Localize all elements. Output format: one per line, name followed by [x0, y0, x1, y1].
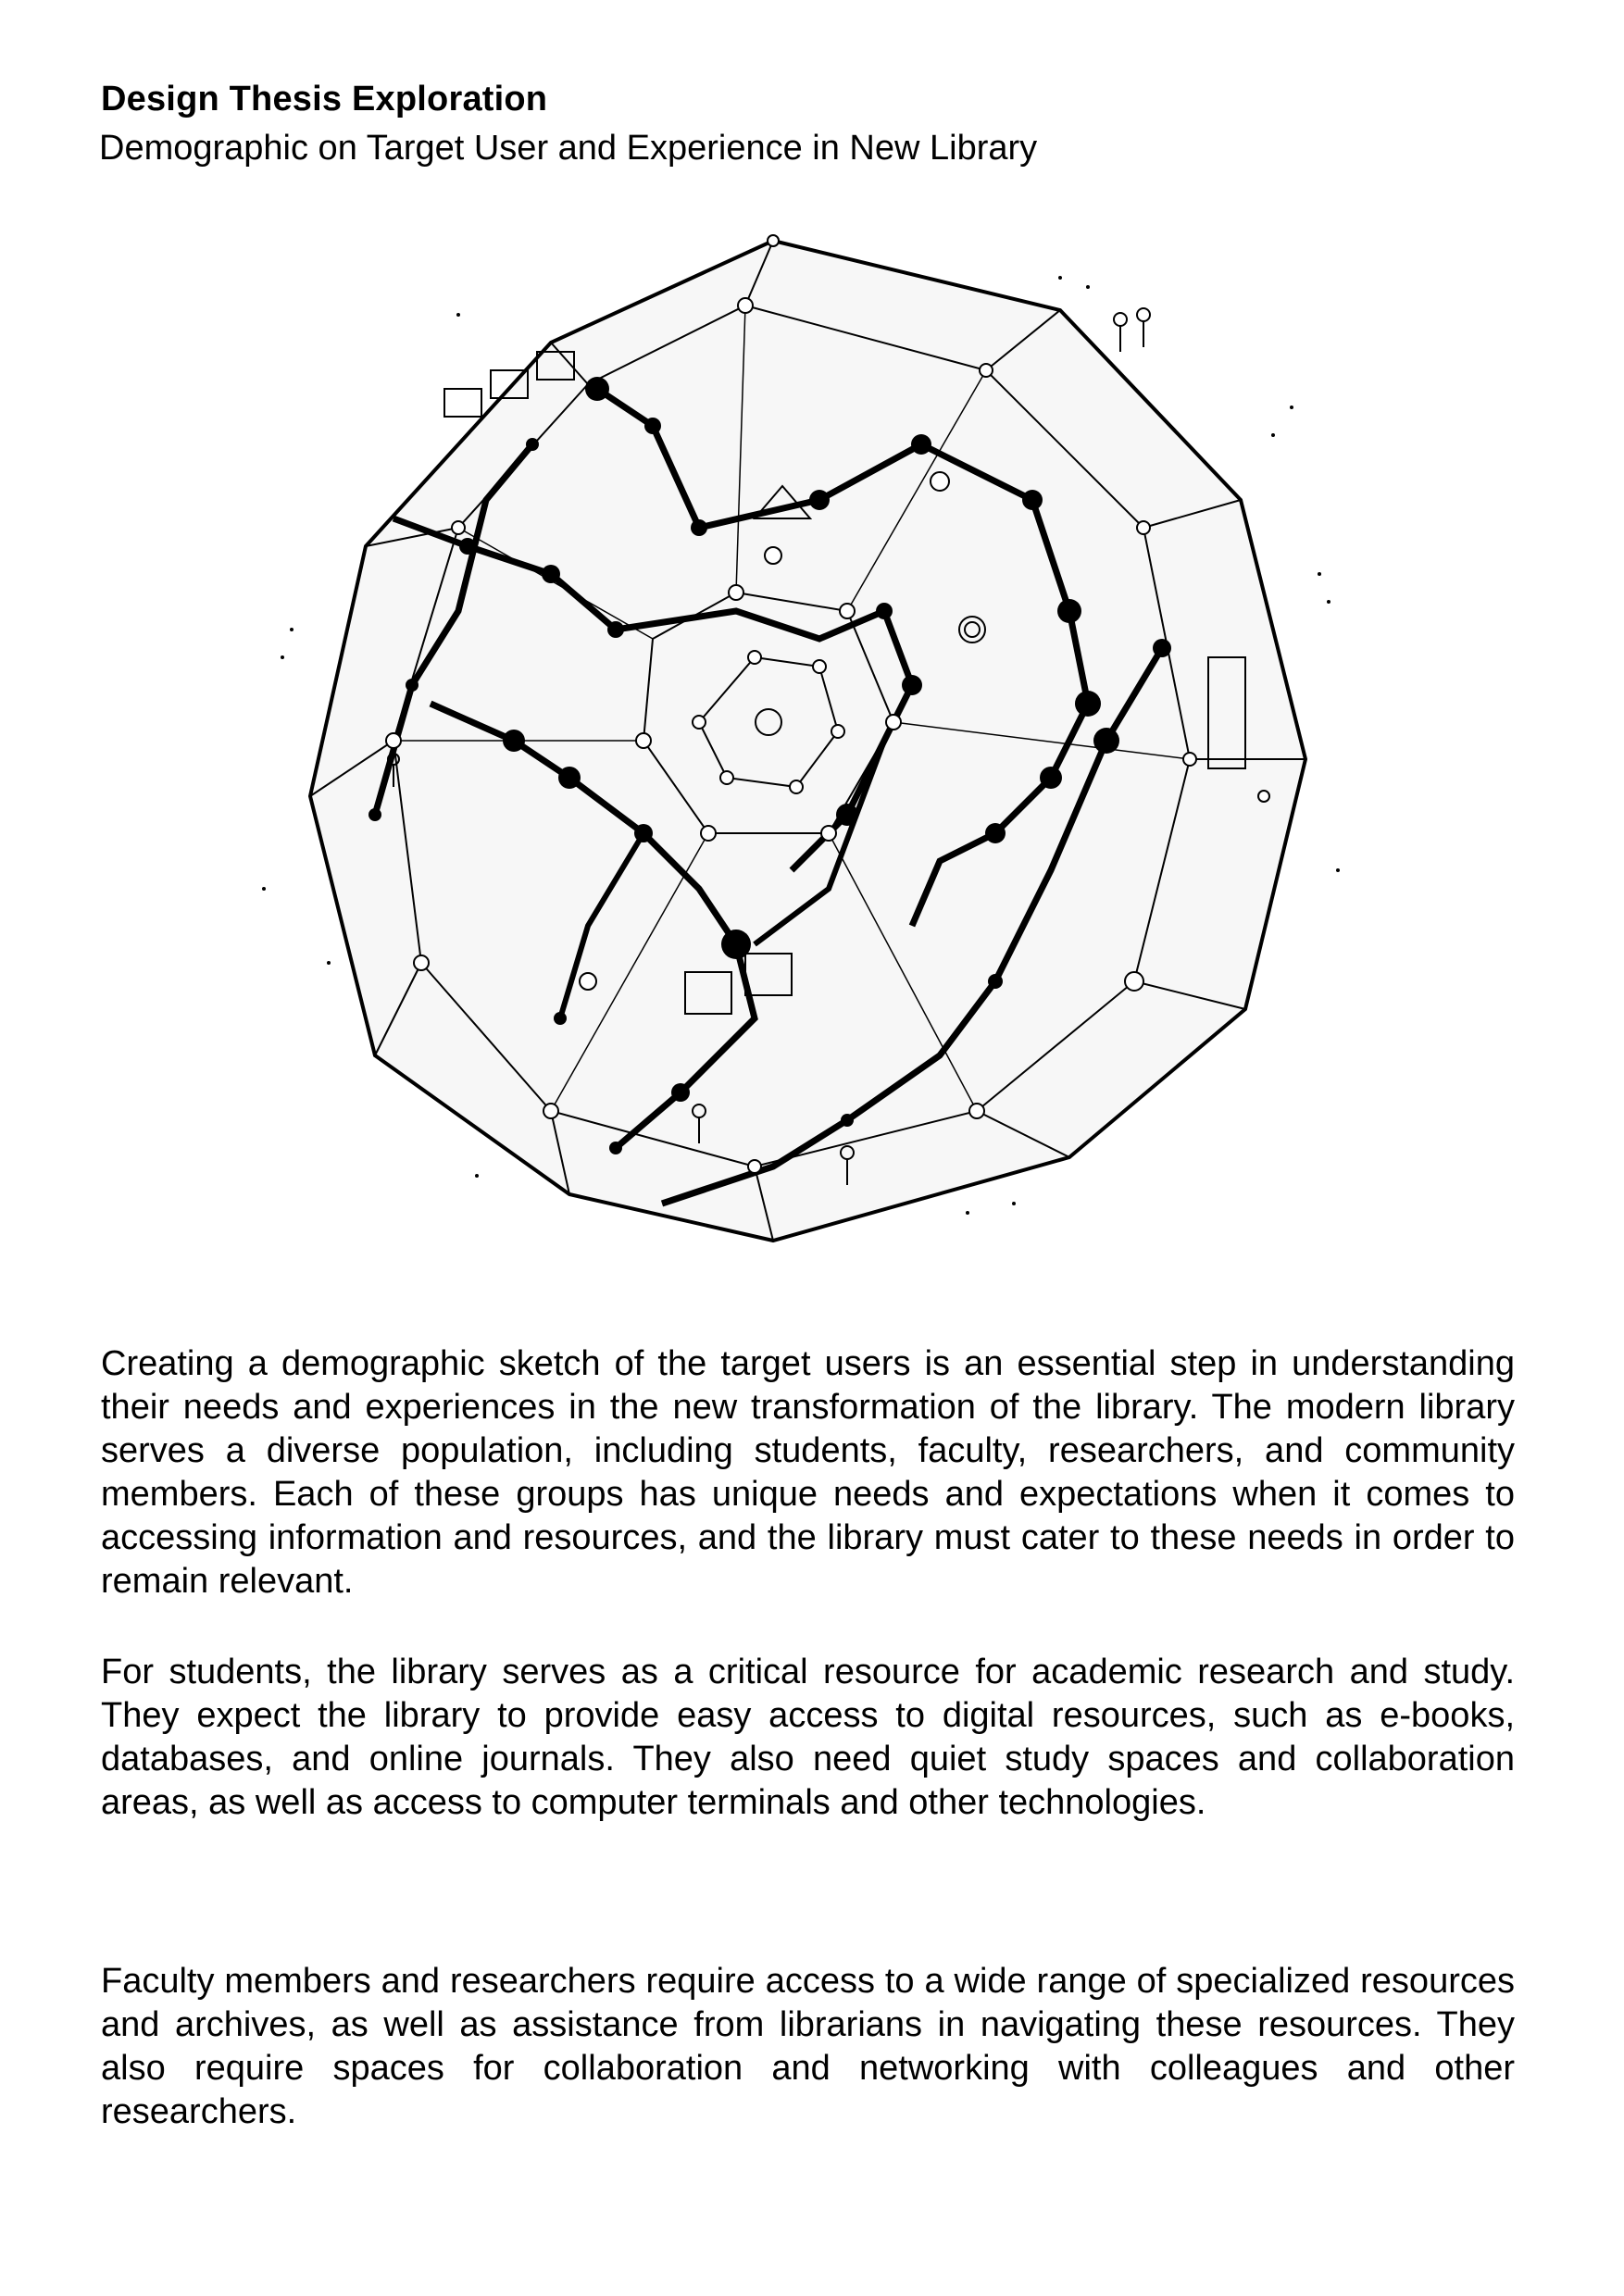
- paragraph: For students, the library serves as a critical resource for academic research and study. They expect the library to provide easy access to digital resources, such as e-books, databases, and online journals. They also need quiet study spaces and collaboration areas, as well as access to computer terminals and other technologies.: [101, 1653, 1515, 1822]
- paragraph: Creating a demographic sketch of the target users is an essential step in understanding their needs and experiences in the new transformation of the library. The modern library serves a diverse population, including students, faculty, researchers, and community members. Each of these groups has unique needs and expectations when it comes to accessing information and resources, and the library must cater to these needs in order to remain relevant.: [101, 1344, 1515, 1601]
- network-dome-icon: [181, 222, 1375, 1278]
- page-subtitle: Demographic on Target User and Experience in New Library: [99, 129, 1038, 168]
- paragraph: Faculty members and researchers require access to a wide range of specialized resources and archives, as well as assistance from librarians in navigating these resources. They also require spaces for collaboration and networking with colleagues and other researchers.: [101, 1962, 1515, 2131]
- page-title: Design Thesis Exploration: [101, 80, 548, 119]
